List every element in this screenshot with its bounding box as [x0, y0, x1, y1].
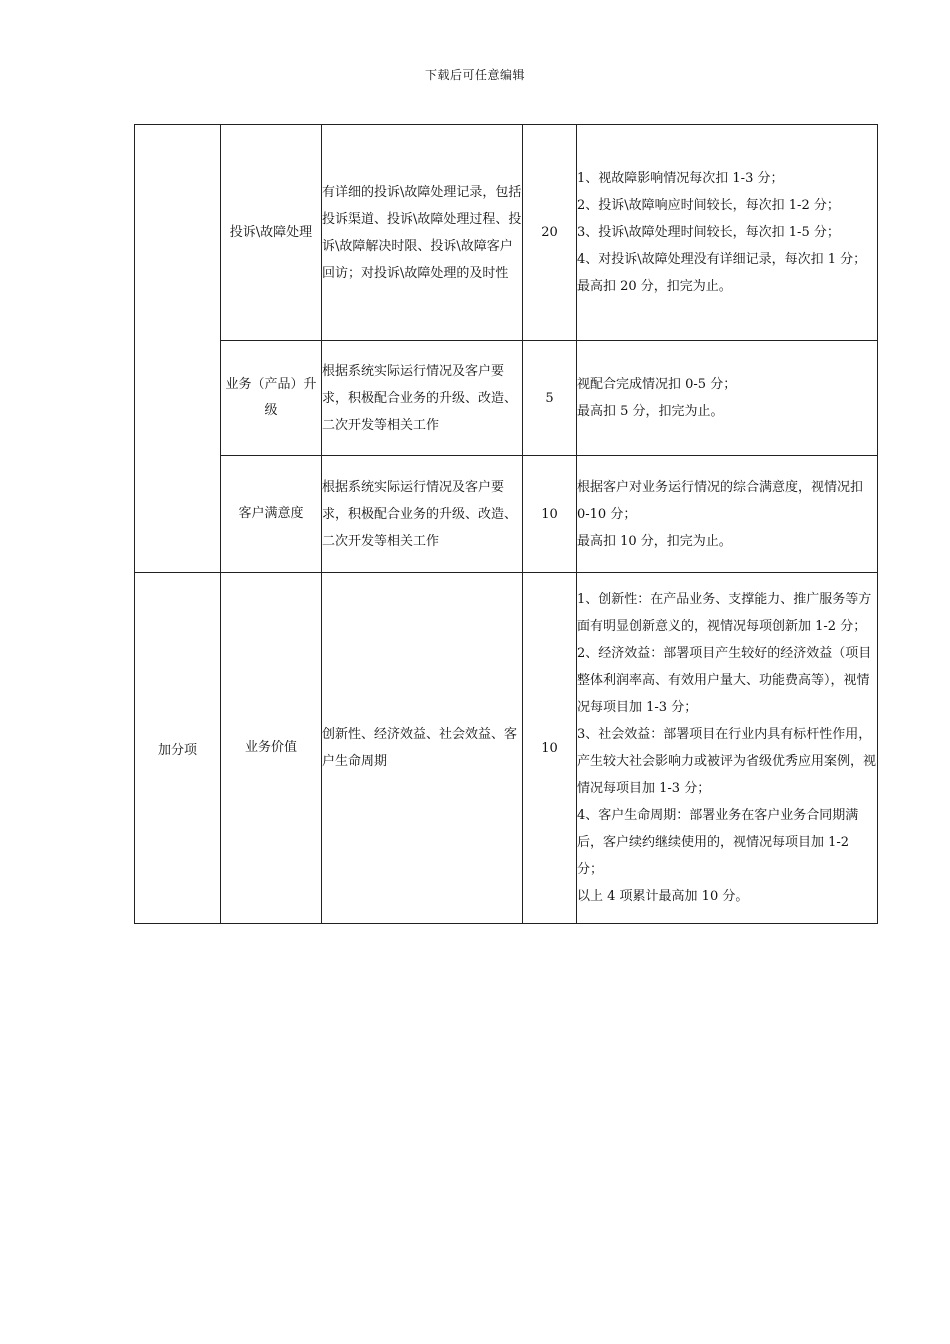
rule-line: 最高扣 20 分，扣完为止。: [577, 279, 732, 294]
description-cell: 根据系统实际运行情况及客户要求，积极配合业务的升级、改造、二次开发等相关工作: [322, 456, 523, 573]
description-cell: 有详细的投诉\故障处理记录，包括投诉渠道、投诉\故障处理过程、投诉\故障解决时限、投诉\故障客户回访；对投诉\故障处理的及时性: [322, 125, 523, 341]
category-cell: 加分项: [135, 573, 221, 924]
rules-cell: [577, 573, 878, 924]
rules-cell: [577, 456, 878, 573]
rule-line: 1、视故障影响情况每次扣 1-3 分；: [577, 171, 784, 186]
rule-line: 4、客户生命周期：部署业务在客户业务合同期满后，客户续约继续使用的，视情况每项目加 1-2 分；: [577, 808, 859, 877]
rule-line: 视配合完成情况扣 0-5 分；: [577, 377, 737, 392]
item-cell: 业务价值: [221, 573, 322, 924]
description-cell: 根据系统实际运行情况及客户要求，积极配合业务的升级、改造、二次开发等相关工作: [322, 341, 523, 456]
rule-line: 根据客户对业务运行情况的综合满意度，视情况扣 0-10 分；: [577, 479, 864, 522]
table-row: [135, 341, 878, 456]
rule-line: 最高扣 10 分，扣完为止。: [577, 533, 732, 549]
item-cell: 投诉\故障处理: [221, 125, 322, 341]
rule-line: 最高扣 5 分，扣完为止。: [577, 404, 724, 419]
rule-line: 3、投诉\故障处理时间较长，每次扣 1-5 分；: [577, 225, 840, 240]
rule-line: 2、投诉\故障响应时间较长，每次扣 1-2 分；: [577, 198, 840, 213]
rules-cell: [577, 125, 878, 341]
evaluation-table: [134, 124, 878, 924]
page-header-note: 下载后可任意编辑: [424, 68, 525, 82]
item-cell: 客户满意度: [221, 456, 322, 573]
item-cell: 业务（产品）升级: [221, 341, 322, 456]
rules-cell: [577, 341, 878, 456]
score-cell: 10: [523, 573, 577, 924]
table-row: [135, 573, 878, 924]
description-cell: 创新性、经济效益、社会效益、客户生命周期: [322, 573, 523, 924]
score-cell: 5: [523, 341, 577, 456]
category-cell: [135, 125, 221, 573]
table-row: [135, 125, 878, 341]
score-cell: 10: [523, 456, 577, 573]
table-row: [135, 456, 878, 573]
rule-line: 以上 4 项累计最高加 10 分。: [577, 889, 749, 904]
rule-line: 2、经济效益：部署项目产生较好的经济效益（项目整体利润率高、有效用户量大、功能费高等），视情况每项目加 1-3 分；: [577, 646, 872, 715]
rule-line: 1、创新性：在产品业务、支撑能力、推广服务等方面有明显创新意义的，视情况每项创新加 1-2 分；: [577, 592, 872, 634]
rule-line: 3、社会效益：部署项目在行业内具有标杆性作用，产生较大社会影响力或被评为省级优秀应用案例，视情况每项目加 1-3 分；: [577, 727, 877, 796]
score-cell: 20: [523, 125, 577, 341]
rule-line: 4、对投诉\故障处理没有详细记录，每次扣 1 分；: [577, 252, 867, 267]
